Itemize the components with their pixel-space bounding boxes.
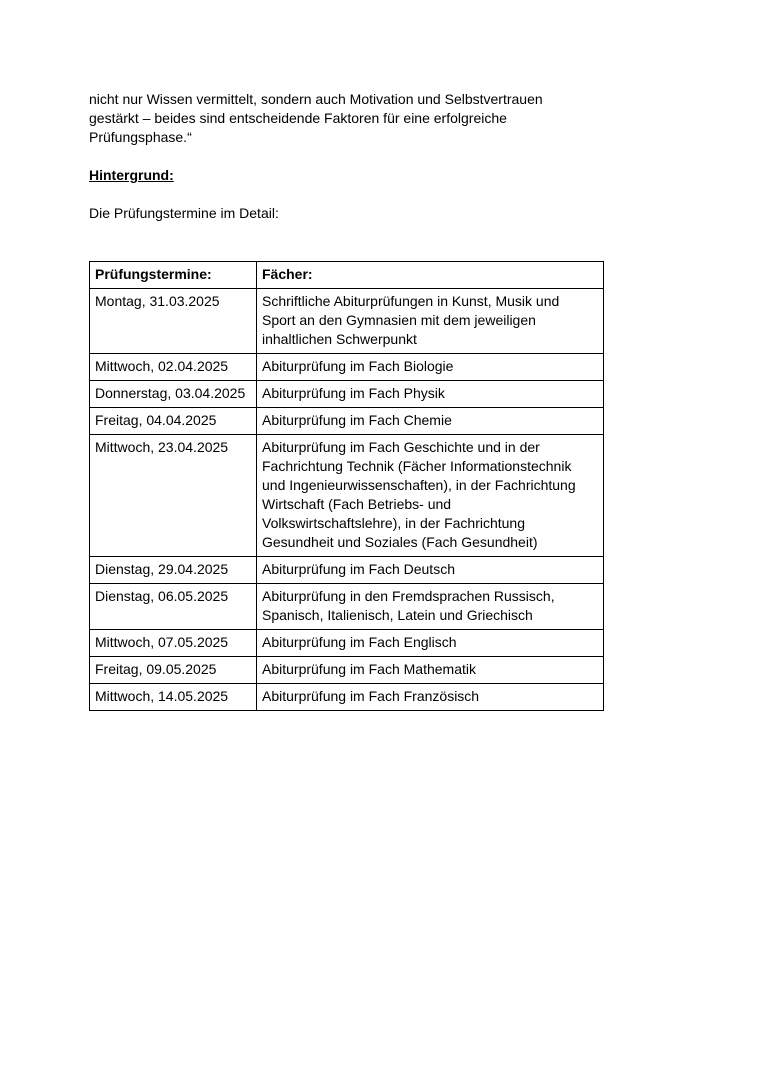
table-row bbox=[90, 408, 604, 435]
table-row bbox=[90, 684, 604, 711]
subject-line: Abiturprüfung im Fach Englisch bbox=[262, 634, 457, 650]
section-heading: Hintergrund: bbox=[89, 167, 174, 183]
exam-subject-cell bbox=[257, 557, 604, 584]
subject-line: Volkswirtschaftslehre), in der Fachrichtung bbox=[262, 515, 525, 531]
subject-line: Abiturprüfung im Fach Deutsch bbox=[262, 561, 455, 577]
table-row bbox=[90, 354, 604, 381]
exam-subject-cell bbox=[257, 408, 604, 435]
exam-subject-cell bbox=[257, 630, 604, 657]
exam-date-cell: Mittwoch, 23.04.2025 bbox=[90, 435, 257, 557]
subject-line: Abiturprüfung im Fach Mathematik bbox=[262, 661, 476, 677]
subject-line: und Ingenieurwissenschaften), in der Fachrichtung bbox=[262, 477, 576, 493]
exam-date-cell: Montag, 31.03.2025 bbox=[90, 289, 257, 354]
table-row bbox=[90, 289, 604, 354]
exam-subject-cell bbox=[257, 684, 604, 711]
intro-line: gestärkt – beides sind entscheidende Faktoren für eine erfolgreiche bbox=[89, 110, 507, 126]
exam-schedule-table bbox=[89, 261, 604, 711]
subject-line: inhaltlichen Schwerpunkt bbox=[262, 331, 417, 347]
exam-date-cell: Freitag, 09.05.2025 bbox=[90, 657, 257, 684]
table-header-row bbox=[90, 262, 604, 289]
table-row bbox=[90, 435, 604, 557]
exam-subject-cell bbox=[257, 381, 604, 408]
exam-subject-cell bbox=[257, 435, 604, 557]
exam-subject-cell bbox=[257, 584, 604, 630]
intro-line: nicht nur Wissen vermittelt, sondern auch Motivation und Selbstvertrauen bbox=[89, 91, 543, 107]
subject-line: Sport an den Gymnasien mit dem jeweiligen bbox=[262, 312, 536, 328]
table-row bbox=[90, 657, 604, 684]
subject-line: Wirtschaft (Fach Betriebs- und bbox=[262, 496, 452, 512]
exam-date-cell: Mittwoch, 02.04.2025 bbox=[90, 354, 257, 381]
subject-line: Abiturprüfung im Fach Geschichte und in der bbox=[262, 439, 540, 455]
exam-date-cell: Freitag, 04.04.2025 bbox=[90, 408, 257, 435]
subject-line: Spanisch, Italienisch, Latein und Griechisch bbox=[262, 607, 533, 623]
subject-line: Abiturprüfung im Fach Biologie bbox=[262, 358, 454, 374]
subject-line: Abiturprüfung in den Fremdsprachen Russisch, bbox=[262, 588, 555, 604]
exam-date-cell: Mittwoch, 14.05.2025 bbox=[90, 684, 257, 711]
exam-subject-cell bbox=[257, 354, 604, 381]
table-body bbox=[90, 289, 604, 711]
exam-subject-cell bbox=[257, 657, 604, 684]
subject-line: Abiturprüfung im Fach Chemie bbox=[262, 412, 452, 428]
subject-line: Abiturprüfung im Fach Physik bbox=[262, 385, 445, 401]
exam-date-cell: Donnerstag, 03.04.2025 bbox=[90, 381, 257, 408]
intro-line: Prüfungsphase.“ bbox=[89, 129, 192, 145]
table-row bbox=[90, 630, 604, 657]
exam-subject-cell bbox=[257, 289, 604, 354]
exam-date-cell: Dienstag, 06.05.2025 bbox=[90, 584, 257, 630]
table-row bbox=[90, 584, 604, 630]
subject-line: Gesundheit und Soziales (Fach Gesundheit) bbox=[262, 534, 538, 550]
header-subject: Fächer: bbox=[257, 262, 604, 289]
header-date: Prüfungstermine: bbox=[90, 262, 257, 289]
table-row bbox=[90, 381, 604, 408]
lead-text: Die Prüfungstermine im Detail: bbox=[89, 205, 279, 221]
exam-date-cell: Mittwoch, 07.05.2025 bbox=[90, 630, 257, 657]
intro-paragraph bbox=[89, 90, 629, 147]
subject-line: Abiturprüfung im Fach Französisch bbox=[262, 688, 480, 704]
subject-line: Schriftliche Abiturprüfungen in Kunst, Musik und bbox=[262, 293, 560, 309]
exam-date-cell: Dienstag, 29.04.2025 bbox=[90, 557, 257, 584]
subject-line: Fachrichtung Technik (Fächer Informationstechnik bbox=[262, 458, 572, 474]
table-row bbox=[90, 557, 604, 584]
